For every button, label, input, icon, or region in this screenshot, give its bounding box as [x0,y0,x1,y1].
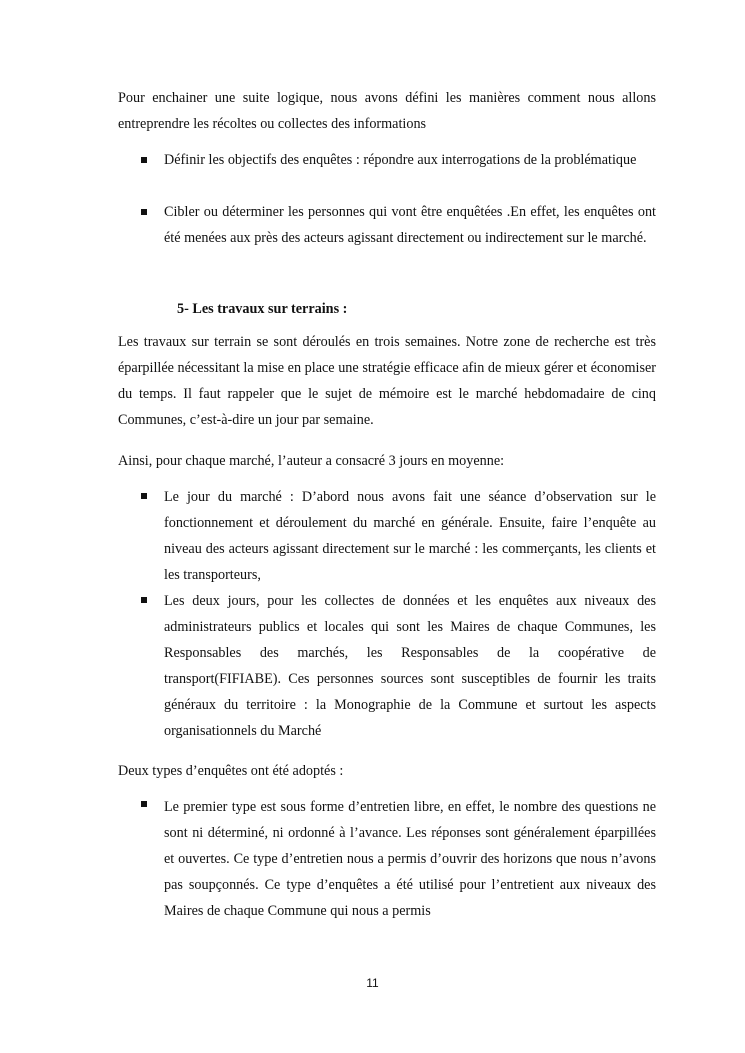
bullet-square-icon [141,597,147,603]
terrain-paragraph: Les travaux sur terrain se sont déroulés en trois semaines. Notre zone de recherche est très éparpillée nécessitant la mise en place une stratégie efficace afin de mieux gérer et économiser du temps. Il faut rappeler que le sujet de mémoire est le marché hebdomadaire de cinq Communes, c’est-à-dire un jour par semaine. [118,334,656,428]
bullet-days-1: Le jour du marché : D’abord nous avons fait une séance d’observation sur le fonctionnement et déroulement du marché en générale. Ensuite, faire l’enquête au niveau des acteurs agissant directement sur le marché : les commerçants, les clients et les transporteurs, [164,489,656,583]
bullet-square-icon [141,157,147,163]
intro-paragraph: Pour enchainer une suite logique, nous avons défini les manières comment nous allons entreprendre les récoltes ou collectes des informations [118,90,656,132]
deux-types-paragraph: Deux types d’enquêtes ont été adoptés : [118,763,344,779]
section-heading: 5- Les travaux sur terrains : [177,301,348,317]
bullet-objectives-2: Cibler ou déterminer les personnes qui vont être enquêtées .En effet, les enquêtes ont été menées aux près des acteurs agissant directement ou indirectement sur le marché. [164,204,656,246]
bullet-objectives-1: Définir les objectifs des enquêtes : répondre aux interrogations de la problématique [164,152,637,168]
bullet-square-icon [141,209,147,215]
ainsi-paragraph: Ainsi, pour chaque marché, l’auteur a consacré 3 jours en moyenne: [118,453,505,469]
bullet-square-icon [141,493,147,499]
bullet-square-icon [141,801,147,807]
page-number: 11 [366,976,379,990]
bullet-types-1: Le premier type est sous forme d’entretien libre, en effet, le nombre des questions ne sont ni déterminé, ni ordonné à l’avance. Les réponses sont généralement éparpillées et ouvertes. Ce type d’entretien nous a permis d’ouvrir des horizons que nous n’avons pas soupçonnés. Ce type d’enquêtes a été utilisé pour l’entretient aux niveaux des Maires de chaque Commune qui nous a permis [164,799,656,919]
bullet-days-2: Les deux jours, pour les collectes de données et les enquêtes aux niveaux des administrateurs publics et locales qui sont les Maires de chaque Communes, les Responsables des marchés, les Responsables de la coopérative de transport(FIFIABE). Ces personnes sources sont susceptibles de fournir les traits généraux du territoire : la Monographie de la Commune et surtout les aspects organisationnels du Marché [164,593,656,739]
